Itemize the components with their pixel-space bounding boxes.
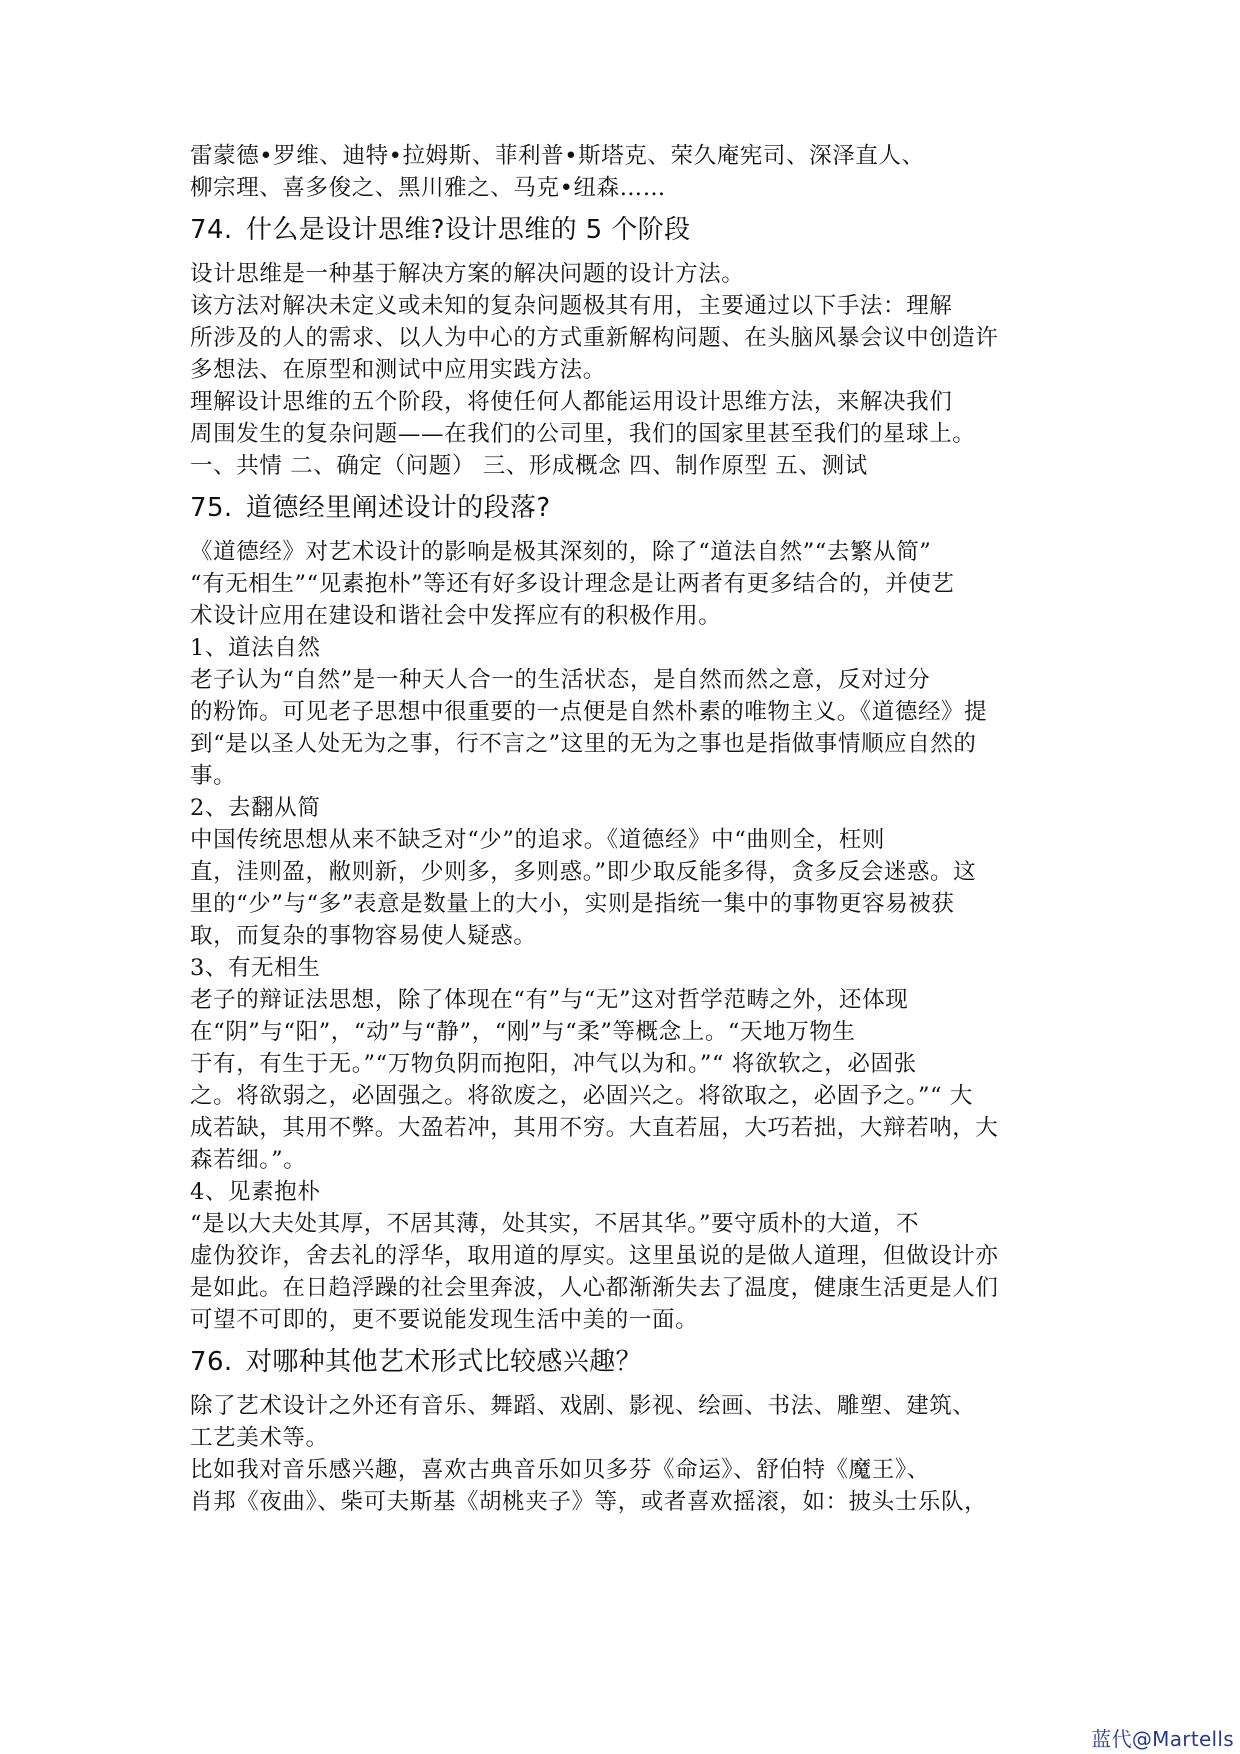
intro-line: 雷蒙德•罗维、迪特•拉姆斯、菲利普•斯塔克、荣久庵宪司、深泽直人、 [190, 143, 925, 169]
paragraph-line: 设计思维是一种基于解决方案的解决问题的设计方法。 [190, 261, 745, 287]
section-74 [190, 210, 1070, 482]
section-title: 什么是设计思维?设计思维的 5 个阶段 [246, 215, 691, 245]
paragraph-line: “是以大夫处其厚，不居其薄，处其实，不居其华。”要守质朴的大道，不 [190, 1211, 920, 1237]
paragraph-line: 多想法、在原型和测试中应用实践方法。 [190, 357, 606, 383]
paragraph-line: 在“阴”与“阳”，“动”与“静”，“刚”与“柔”等概念上。“天地万物生 [190, 1019, 856, 1045]
paragraph-line: 的粉饰。可见老子思想中很重要的一点便是自然朴素的唯物主义。《道德经》提 [190, 699, 988, 725]
paragraph-line: 里的“少”与“多”表意是数量上的大小，实则是指统一集中的事物更容易被获 [190, 891, 955, 917]
paragraph-line: 老子认为“自然”是一种天人合一的生活状态，是自然而然之意，反对过分 [190, 667, 931, 693]
paragraph-line: 老子的辩证法思想，除了体现在“有”与“无”这对哲学范畴之外，还体现 [190, 987, 909, 1013]
paragraph-line: 森若细。”。 [190, 1147, 307, 1173]
paragraph-line: 该方法对解决未定义或未知的复杂问题极其有用，主要通过以下手法：理解 [190, 293, 953, 319]
section-number: 74. [190, 215, 233, 245]
paragraph-line: 于有，有生于无。”“万物负阴而抱阳，冲气以为和。”“ 将欲软之，必固张 [190, 1051, 917, 1077]
paragraph-line: 中国传统思想从来不缺乏对“少”的追求。《道德经》中“曲则全，枉则 [190, 827, 885, 853]
section-heading [190, 488, 1070, 528]
paragraph-line: 工艺美术等。 [190, 1425, 329, 1451]
paragraph-line: 之。将欲弱之，必固强之。将欲废之，必固兴之。将欲取之，必固予之。”“ 大 [190, 1083, 974, 1109]
paragraph-line: 成若缺，其用不弊。大盈若冲，其用不穷。大直若屈，大巧若拙，大辩若呐，大 [190, 1115, 999, 1141]
document-page [190, 140, 1070, 1518]
paragraph-line: 事。 [190, 763, 237, 789]
section-heading [190, 210, 1070, 250]
paragraph-line: 取，而复杂的事物容易使人疑惑。 [190, 923, 537, 949]
section-heading [190, 1342, 1070, 1382]
paragraph-line: 所涉及的人的需求、以人为中心的方式重新解构问题、在头脑风暴会议中创造许 [190, 325, 999, 351]
paragraph-line: 肖邦《夜曲》、柴可夫斯基《胡桃夹子》等，或者喜欢摇滚，如：披头士乐队， [190, 1489, 988, 1515]
paragraph-line: 是如此。在日趋浮躁的社会里奔波，人心都渐渐失去了温度，健康生活更是人们 [190, 1275, 999, 1301]
subheading-line: 4、见素抱朴 [190, 1179, 321, 1205]
section-number: 75. [190, 493, 233, 523]
intro-block [190, 140, 1070, 204]
section-76 [190, 1342, 1070, 1518]
intro-line: 柳宗理、喜多俊之、黑川雅之、马克•纽森…… [190, 175, 666, 201]
paragraph-line: 《道德经》对艺术设计的影响是极其深刻的，除了“道法自然”“去繁从简” [190, 539, 932, 565]
paragraph-line: 直，洼则盈，敝则新，少则多，多则惑。”即少取反能多得，贪多反会迷惑。这 [190, 859, 977, 885]
paragraph-line: 比如我对音乐感兴趣，喜欢古典音乐如贝多芬《命运》、舒伯特《魔王》、 [190, 1457, 930, 1483]
paragraph-line: 一、共情 二、确定（问题） 三、形成概念 四、制作原型 五、测试 [190, 453, 868, 479]
paragraph-line: 理解设计思维的五个阶段，将使任何人都能运用设计思维方法，来解决我们 [190, 389, 953, 415]
paragraph-line: 虚伪狡诈，舍去礼的浮华，取用道的厚实。这里虽说的是做人道理，但做设计亦 [190, 1243, 999, 1269]
subheading-line: 2、去翻从简 [190, 795, 321, 821]
subheading-line: 3、有无相生 [190, 955, 321, 981]
subheading-line: 1、道法自然 [190, 635, 321, 661]
paragraph-line: 术设计应用在建设和谐社会中发挥应有的积极作用。 [190, 603, 722, 629]
section-number: 76. [190, 1347, 233, 1377]
paragraph-line: “有无相生”“见素抱朴”等还有好多设计理念是让两者有更多结合的，并使艺 [190, 571, 955, 597]
paragraph-line: 到“是以圣人处无为之事，行不言之”这里的无为之事也是指做事情顺应自然的 [190, 731, 977, 757]
paragraph-line: 除了艺术设计之外还有音乐、舞蹈、戏剧、影视、绘画、书法、雕塑、建筑、 [190, 1393, 976, 1419]
paragraph-line: 可望不可即的，更不要说能发现生活中美的一面。 [190, 1307, 699, 1333]
section-75 [190, 488, 1070, 1336]
section-title: 对哪种其他艺术形式比较感兴趣？ [246, 1347, 643, 1377]
paragraph-line: 周围发生的复杂问题——在我们的公司里，我们的国家里甚至我们的星球上。 [190, 421, 976, 447]
watermark-text: 蓝代@Martells [1091, 1727, 1234, 1751]
section-title: 道德经里阐述设计的段落? [246, 493, 551, 523]
